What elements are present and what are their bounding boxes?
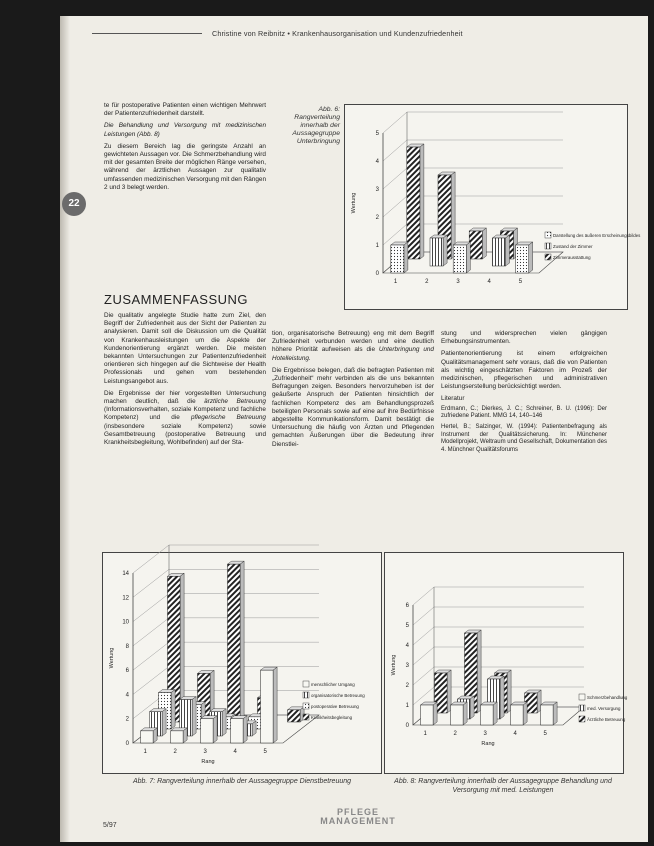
bar-side [162,709,166,736]
left-bottom-column [104,312,266,451]
legend-label: menschlicher Umgang [311,682,355,687]
legend-swatch [303,681,309,687]
y-tick-label: 2 [405,683,409,689]
y-tick-label: 3 [375,187,379,193]
y-tick-label: 1 [375,243,379,249]
bar-side [529,242,533,273]
grid-side-line [383,112,407,133]
bar-side [466,242,470,273]
grid-side-line [383,168,407,189]
x-tick-label: 1 [393,279,398,285]
bar [511,705,524,725]
figure-8-caption: Abb. 8: Rangverteilung innerhalb der Aussagegruppe Behandlung und Versorgung mit med. Leistungen [394,778,612,794]
y-tick-label: 0 [405,723,409,729]
legend-label: postoperative Betreuung [311,704,359,709]
paragraph: te für postoperative Patienten einen wichtigen Mehrwert der Patientenzufriedenheit darstellt. [104,102,266,118]
legend-label: med. Versorgung [587,706,621,711]
y-axis-label: Wertung [351,192,357,214]
x-tick-label: 2 [173,749,177,755]
y-tick-label: 10 [122,619,129,626]
bar-side [463,702,467,725]
y-tick-label: 2 [375,215,379,221]
y-tick-label: 6 [405,603,409,609]
y-axis-label: Wertung [391,654,397,676]
header-rule [92,33,202,34]
text-run: (Informationsverhalten, soziale Kompetenz und fachliche Kompetenz) und die [104,406,266,422]
x-tick-label: 3 [203,749,207,755]
bar-side [553,702,557,725]
bar-side [506,235,510,266]
logo-bottom: MANAGEMENT [320,816,396,826]
y-tick-label: 5 [375,131,379,137]
figure-7-chart [102,552,382,774]
legend-label: Ärztliche Betreuung [587,717,626,722]
legend-swatch [303,692,309,698]
bar-side [482,228,486,259]
y-tick-label: 8 [125,643,129,650]
grid-side-line [413,627,434,645]
x-tick-label: 5 [263,749,267,755]
legend-label: Schmerzbehandlung [587,695,628,700]
bar-side [433,702,437,725]
bar [141,731,154,743]
text-run-italic: pflegerische Betreuung [190,414,266,422]
y-tick-label: 0 [125,741,129,747]
bar-side [523,702,527,725]
bar [430,238,443,266]
bar [407,147,420,259]
bar-side [243,716,247,743]
logo-top: PFLEGE [336,807,379,817]
bar-side [240,561,244,722]
legend-swatch [303,714,309,720]
text-run: (insbesondere soziale Kompetenz) sowie Gesamtbetreuung (postoperative Betreuung und Krankheitsbegleitung, Wohlbefinden) auf der Sta- [104,422,266,447]
x-tick-label: 5 [543,731,547,737]
subheading: Die Behandlung und Versorgung mit medizinischen Leistungen (Abb. 8) [104,122,266,138]
grid-side-line [413,647,434,665]
x-tick-label: 2 [453,731,457,737]
grid-side-line [133,594,169,622]
bar [469,231,482,259]
figure-7-svg [103,553,381,773]
issue-number: 5/97 [103,822,117,829]
text-run-italic: ärztliche Betreuung [204,398,266,406]
paragraph [272,330,434,363]
legend-label: Krankheitsbegleitung [311,715,353,720]
x-tick-label: 3 [456,279,460,285]
legend-swatch [545,254,551,260]
reference-2: Hertel, B.; Salzinger, W. (1994): Patientenbefragung als Instrument der Qualitätssicherung. In: Münchener Modellprojekt, Weltraum und Gesellschaft, Dokumentation des 4. Münchner Qualitätsforums [441,424,607,453]
bar-side [500,676,504,719]
x-tick-label: 4 [487,279,491,285]
x-axis-label: Rang [481,741,495,747]
paragraph: Zu diesem Bereich lag die geringste Anzahl an gewichteten Aussagen vor. Die Schmerzbehandlung wird mit der gesamten Breite der möglichen Ränge versehen, während der ärztlichen Aussagen zur qualitativ umfassenden medizinischen Versorgung mit den Rängen 2 und 3 belegt werden. [104,142,266,191]
bar [391,245,404,273]
bar [171,731,184,743]
legend-label: Zustand der Zimmer [553,244,593,249]
text-run: Die Ergebnisse der hier vorgestellten Untersuchung machen deutlich, daß die [104,389,266,406]
legend-label: organisatorische Betreuung [311,693,365,698]
middle-column [272,330,434,453]
x-tick-label: 5 [518,279,523,285]
bar-side [213,716,217,743]
text-run-italic: Unterbringung und Hotelleistung. [272,346,434,362]
bar [453,245,466,273]
x-tick-label: 2 [425,279,429,285]
bar-side [273,667,277,743]
y-tick-label: 1 [405,703,409,709]
figure-6-caption: Abb. 6: Rangverteilung innerhalb der Aussagegruppe Unterbringung [292,106,340,145]
figure-8-chart [384,552,628,774]
figure-6-svg [345,105,641,309]
running-title: Christine von Reibnitz • Krankenhausorganisation und Kundenzufriedenheit [212,29,463,38]
bar-side [192,697,196,736]
bar [481,705,494,725]
bar [228,564,241,722]
grid-side-line [413,667,434,685]
page-spine-shadow [60,16,70,842]
y-tick-label: 0 [375,271,379,277]
bar [451,705,464,725]
text-run: tion, organisatorische Betreuung) eng mit dem Begriff Zufriedenheit verbunden werden und eine deutlich höhere Priorität aufweisen als die [272,330,434,354]
legend-swatch [579,716,585,722]
grid-side-line [133,642,169,670]
bar-side [477,630,481,713]
bar [231,719,244,743]
right-column [441,330,607,458]
y-tick-label: 5 [405,623,409,629]
paragraph: Die Ergebnisse belegen, daß die befragten Patienten mit „Zufriedenheit“ mehr verbinden als die uns bekannten Befragungen zeigen. Besonders hervorzuheben ist der geäußerte Anspruch der Patienten hinsichtlich der fachlichen Kompetenz des am Behandlungsprozeß beteiligten Personals sowie auf eine auf ihre Bedürfnisse abgestellte Kommunikationsform. Damit bestätigt die Untersuchung die häufig von Ärzten und Pflegenden gemachten Äußerungen über die Bedeutung ihrer Dienstlei- [272,366,434,448]
bar-side [222,709,226,736]
y-tick-label: 4 [375,159,379,165]
bar-side [493,702,497,725]
y-tick-label: 3 [405,663,409,669]
figure-6-chart [344,104,641,310]
y-tick-label: 4 [405,643,409,649]
paragraph: stung und widersprechen vielen gängigen Erhebungsinstrumenten. [441,330,607,346]
grid-side-line [133,618,169,646]
bar [516,245,529,273]
y-tick-label: 14 [122,571,129,577]
x-tick-label: 4 [513,731,517,737]
legend-swatch [579,705,585,711]
x-tick-label: 4 [233,749,237,755]
journal-logo [302,808,414,826]
x-axis-label: Rang [201,759,215,765]
grid-side-line [383,140,407,161]
grid-side-line [383,196,407,217]
y-axis-label: Wertung [109,647,115,669]
bar [288,710,301,722]
bar [541,705,554,725]
bar-side [171,690,175,729]
bar-side [443,235,447,266]
left-top-column [104,102,266,196]
grid-side-line [133,569,169,597]
y-tick-label: 12 [122,595,129,602]
bar-side [404,242,408,273]
bar [201,719,214,743]
legend-swatch [545,232,551,238]
legend-swatch [545,243,551,249]
page-number-badge: 22 [62,192,86,216]
x-tick-label: 1 [143,749,147,755]
grid-side-line [413,587,434,605]
y-tick-label: 2 [125,716,129,723]
bar [492,238,505,266]
x-tick-label: 1 [423,731,427,737]
reference-1: Erdmann, C.; Dierkes, J. C.; Schreiner, B. U. (1996): Der zufriedene Patient. MMG 14, 140–146 [441,405,607,420]
paragraph [104,390,266,447]
figure-7-caption: Abb. 7: Rangverteilung innerhalb der Aussagegruppe Dienstbetreuung [132,778,352,785]
legend-swatch [579,694,585,700]
grid-side-line [413,607,434,625]
x-tick-label: 3 [483,731,487,737]
legend-label: Zimmerausstattung [553,255,591,260]
figure-8-svg [385,553,628,773]
bar [261,670,274,743]
paragraph: Die qualitativ angelegte Studie hatte zum Ziel, den Begriff der Zufriedenheit aus der Sicht der Patienten zu analysieren. Damit soll die Diskussion um die Qualität von Krankenhausleistungen um die Aspekte der Kundenorientierung ergänzt werden. Die meisten bekannten Untersuchungen zur Patientenzufriedenheit orientieren sich hingegen auf die Sichtweise der Health Professionals und gehen vom bestehenden Leistungsangebot aus. [104,312,266,385]
y-tick-label: 4 [125,692,129,699]
legend-swatch [303,703,309,709]
bar [421,705,434,725]
paragraph: Patientenorientierung ist einem erfolgreichen Qualitätsmanagement sehr voraus, daß die von Patienten als wichtig eingeschätzten Faktoren im Prozeß der medizinischen, pflegerischen und administrativen Leistungserstellung berücksichtigt werden. [441,350,607,391]
legend-label: Darstellung des äußeren Erscheinungsbildes [553,233,641,238]
bar-side [420,144,424,259]
bar-side [470,696,474,719]
section-title: ZUSAMMENFASSUNG [104,292,249,307]
y-tick-label: 6 [125,668,129,675]
literature-heading: Literatur [441,395,465,403]
